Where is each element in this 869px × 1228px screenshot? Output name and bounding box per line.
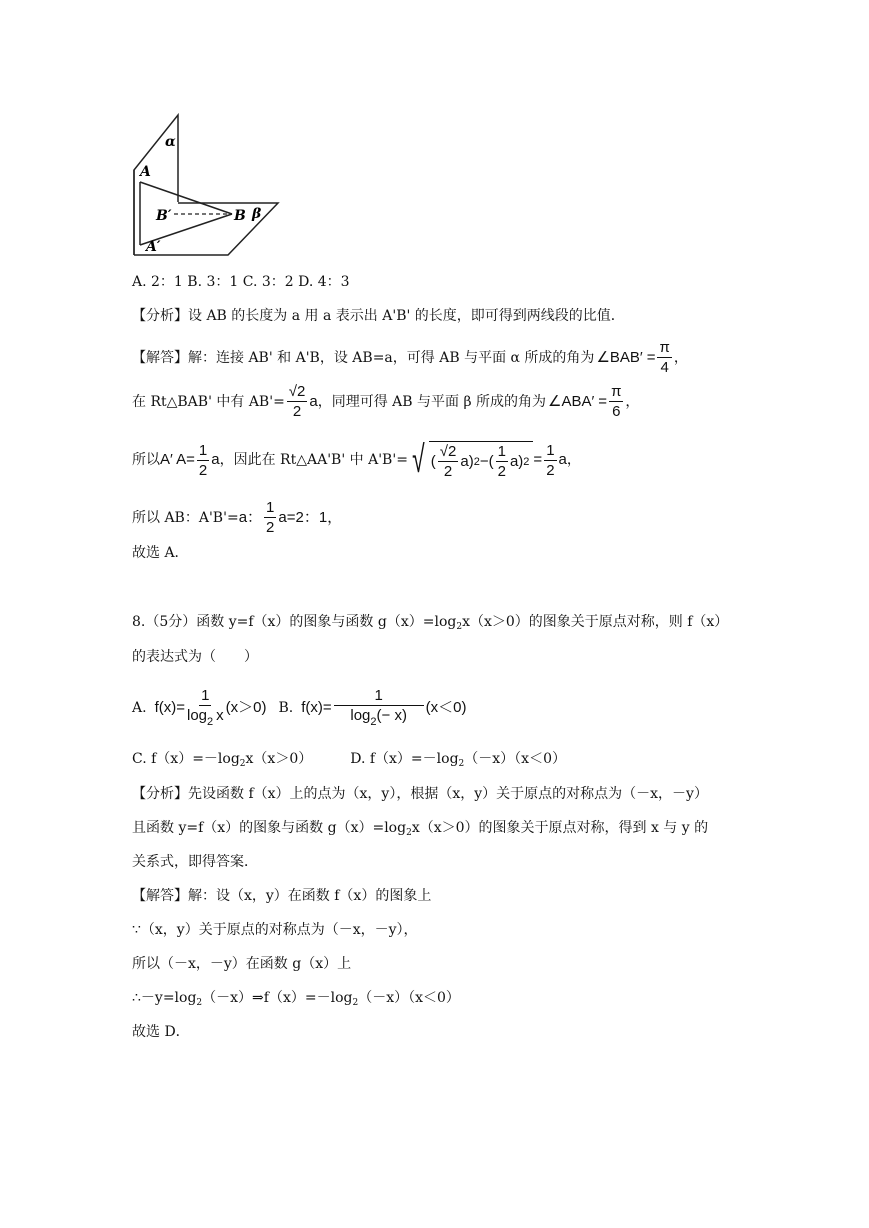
fraction-sqrt2-over-2: [438, 444, 459, 479]
q8-analysis-line-2: [132, 818, 708, 843]
fraction-denominator: 2: [443, 463, 453, 480]
fraction-numerator: 1: [266, 499, 275, 516]
option-b-lhs: f(x)=: [301, 699, 332, 716]
fraction-denominator: 2: [198, 461, 208, 479]
fraction-numerator: √2: [439, 443, 457, 460]
label-A-prime: A′: [146, 239, 161, 255]
option-a-condition: (x＞0): [225, 699, 267, 716]
option-a-label: A.: [132, 700, 147, 716]
q8-options-cd: [132, 749, 566, 774]
aa-prime-equals: A′ A=: [160, 451, 195, 468]
q8-solution-text-end: （－x）（x＜0）: [358, 990, 460, 1006]
q8-solution-line-4: [132, 988, 460, 1013]
fraction-numerator: 1: [201, 687, 210, 704]
q8-options-ab: [132, 688, 467, 728]
dihedral-planes-figure: [128, 110, 288, 260]
q8-conclusion: 故选 D．: [132, 1024, 190, 1040]
q7-solution-line-3: [132, 441, 581, 479]
fraction-denominator: 2: [497, 463, 506, 480]
option-c-text: C. f（x）=－log: [132, 751, 240, 767]
angle-aba: ∠ABA′: [548, 392, 595, 410]
equals-sign: =: [646, 348, 656, 366]
square-root-expression: [408, 441, 533, 479]
q8-stem-line-2: 的表达式为（ ）: [132, 649, 258, 665]
fraction-one-half: [197, 443, 209, 478]
label-B: B: [234, 208, 246, 224]
option-a-lhs: f(x)=: [154, 699, 185, 716]
fraction-one-half: [544, 443, 556, 478]
q7-solution-line-1: [132, 340, 688, 375]
fraction-denominator: 2: [266, 519, 275, 536]
angle-bab: ∠BAB′: [596, 348, 643, 366]
fraction-numerator: 1: [334, 688, 424, 706]
log-base: 2: [406, 828, 412, 838]
fraction-numerator: π: [611, 383, 622, 400]
q7-text-similarly: ，同理可得 AB 与平面 β 所成的角为: [317, 393, 547, 410]
q7-text-rt-bab: 在 Rt△BAB' 中有 AB'=: [132, 393, 285, 410]
exponent-2: 2: [473, 455, 480, 468]
log-arg: (− x): [376, 707, 407, 724]
q8-analysis-text-end: x（x＞0）的图象关于原点对称，得到 x 与 y 的: [411, 820, 709, 836]
open-paren: (: [430, 452, 436, 470]
radical-icon: √: [412, 439, 425, 481]
comma: ，: [673, 349, 688, 366]
q7-text-therefore: ，因此在 Rt△AA'B' 中 A'B'=: [219, 452, 408, 468]
fraction-numerator: 1: [497, 443, 506, 460]
q8-solution-line-1: 【解答】解：设（x，y）在函数 f（x）的图象上: [132, 888, 432, 904]
label-beta: β: [252, 206, 262, 222]
variable-a: a: [309, 392, 318, 410]
fraction-denominator: 4: [660, 359, 669, 376]
fraction-numerator: √2: [288, 383, 306, 400]
log-base: 2: [239, 759, 246, 769]
comma: ，: [625, 393, 640, 410]
log-text: log: [186, 707, 208, 724]
fraction-one-half: [496, 444, 508, 479]
fraction-numerator: π: [659, 339, 670, 356]
log-arg: x: [216, 707, 224, 724]
log-base: 2: [352, 998, 359, 1008]
q8-analysis-line-1: 【分析】先设函数 f（x）上的点为（x，y），根据（x，y）关于原点的对称点为（－x，－y）: [132, 786, 708, 802]
variable-a: a: [558, 451, 567, 468]
q8-solution-text-mid: （－x）⇒f（x）=－log: [202, 990, 353, 1006]
fraction-numerator: 1: [198, 441, 208, 459]
fraction-pi-over-4: [657, 340, 671, 375]
fraction-denominator: 2: [546, 461, 555, 479]
q8-analysis-line-3: 关系式，即得答案．: [132, 854, 258, 870]
fraction-pi-over-6: [609, 384, 623, 419]
fraction-denominator: [187, 706, 224, 728]
log-base: 2: [207, 716, 214, 728]
log-base: 2: [370, 716, 377, 728]
fraction-denominator: 2: [292, 403, 302, 420]
option-c-text-end: x（x＞0）: [245, 751, 313, 767]
log-text: log: [350, 707, 371, 724]
log-base: 2: [456, 622, 463, 632]
log-base: 2: [196, 998, 203, 1008]
q7-solution-text-1: 【解答】解：连接 AB' 和 A'B，设 AB=a，可得 AB 与平面 α 所成的角为: [132, 349, 595, 366]
q7-text-so: 所以: [132, 452, 160, 468]
q8-stem-line-1: [132, 612, 728, 637]
fraction-denominator: [350, 706, 407, 728]
q7-analysis: 【分析】设 AB 的长度为 a 用 a 表示出 A'B' 的长度，即可得到两线段的比值．: [132, 308, 625, 324]
open-paren: (: [488, 452, 494, 470]
option-d-text: D. f（x）=－log: [350, 751, 459, 767]
radicand: [429, 441, 534, 479]
fraction-sqrt2-over-2: [287, 384, 308, 419]
q7-text-ratio: 所以 AB：A'B'=: [132, 509, 239, 526]
q8-analysis-text: 且函数 y=f（x）的图象与函数 g（x）=log: [132, 820, 407, 836]
option-d-text-end: （－x）（x＜0）: [464, 751, 566, 767]
option-b-label: B.: [278, 700, 294, 716]
equals-sign: =: [598, 392, 608, 410]
q8-solution-text: ∴－y=log: [132, 990, 197, 1006]
equals-sign: =: [533, 451, 543, 468]
q8-stem-text: 8.（5分）函数 y=f（x）的图象与函数 g（x）=log: [132, 614, 457, 630]
label-B-prime: B′: [156, 208, 172, 224]
q8-solution-line-3: 所以（－x，－y）在函数 g（x）上: [132, 956, 352, 972]
ratio-a: a：: [238, 508, 263, 526]
close-paren-a: a): [460, 452, 474, 470]
label-alpha: α: [165, 134, 176, 150]
close-paren-a: a): [509, 452, 524, 470]
option-b-fraction: [334, 688, 424, 728]
option-b-condition: (x＜0): [425, 699, 467, 716]
fraction-numerator: 1: [546, 441, 555, 459]
option-a-fraction: [187, 688, 224, 728]
exponent-2: 2: [523, 455, 530, 468]
variable-a: a: [211, 451, 220, 468]
comma: ，: [566, 452, 581, 468]
fraction-denominator: 6: [612, 403, 621, 420]
q7-solution-line-4: [132, 500, 342, 535]
fraction-one-half: [264, 500, 276, 535]
q7-options: A. 2：1 B. 3：1 C. 3：2 D. 4：3: [132, 274, 350, 290]
log-base: 2: [458, 759, 465, 769]
minus-sign: −: [479, 452, 489, 470]
ratio-result: a=2：1，: [278, 508, 343, 526]
label-A: A: [140, 164, 151, 180]
q8-solution-line-2: ∵（x，y）关于原点的对称点为（－x，－y），: [132, 922, 418, 938]
q7-conclusion: 故选 A．: [132, 545, 189, 561]
q7-solution-line-2: [132, 384, 639, 419]
q8-stem-text-end: x（x＞0）的图象关于原点对称，则 f（x）: [462, 614, 729, 630]
